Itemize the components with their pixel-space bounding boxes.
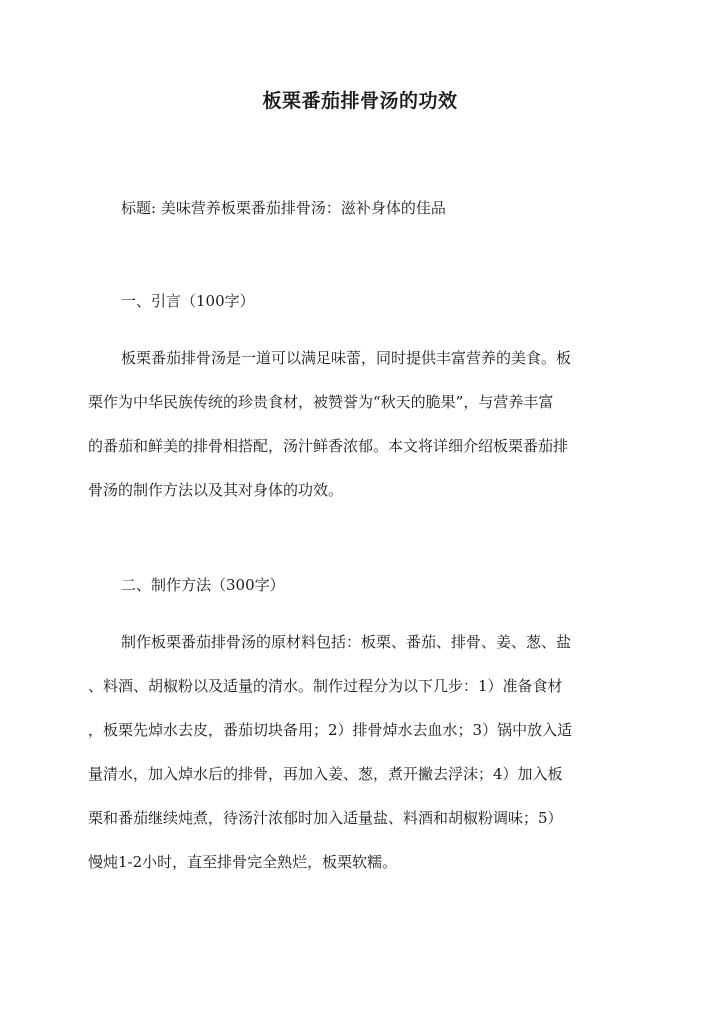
paragraph-line: 骨汤的制作方法以及其对身体的功效。 bbox=[88, 481, 344, 499]
paragraph-line: 、料酒、胡椒粉以及适量的清水。制作过程分为以下几步：1）准备食材 bbox=[88, 677, 563, 695]
section-heading-intro: 一、引言（100字） bbox=[121, 292, 255, 310]
paragraph-line: 制作板栗番茄排骨汤的原材料包括：板栗、番茄、排骨、姜、葱、盐 bbox=[121, 633, 572, 651]
document-subtitle: 标题: 美味营养板栗番茄排骨汤：滋补身体的佳品 bbox=[121, 199, 446, 217]
paragraph-line: 栗作为中华民族传统的珍贵食材，被赞誉为“秋天的脆果”，与营养丰富 bbox=[88, 393, 554, 411]
paragraph-line: 板栗番茄排骨汤是一道可以满足味蕾，同时提供丰富营养的美食。板 bbox=[121, 349, 572, 367]
paragraph-line: ，板栗先焯水去皮，番茄切块备用；2）排骨焯水去血水；3）锅中放入适 bbox=[88, 721, 573, 739]
document-title: 板栗番茄排骨汤的功效 bbox=[262, 90, 458, 112]
paragraph-line: 的番茄和鲜美的排骨相搭配，汤汁鲜香浓郁。本文将详细介绍板栗番茄排 bbox=[88, 437, 569, 455]
paragraph-intro bbox=[88, 348, 633, 524]
paragraph-line: 栗和番茄继续炖煮，待汤汁浓郁时加入适量盐、料酒和胡椒粉调味；5） bbox=[88, 809, 563, 827]
paragraph-line: 慢炖1-2小时，直至排骨完全熟烂，板栗软糯。 bbox=[88, 853, 398, 871]
paragraph-method bbox=[88, 632, 633, 896]
section-heading-method: 二、制作方法（300字） bbox=[121, 576, 285, 594]
paragraph-line: 量清水，加入焯水后的排骨，再加入姜、葱，煮开撇去浮沫；4）加入板 bbox=[88, 765, 563, 783]
